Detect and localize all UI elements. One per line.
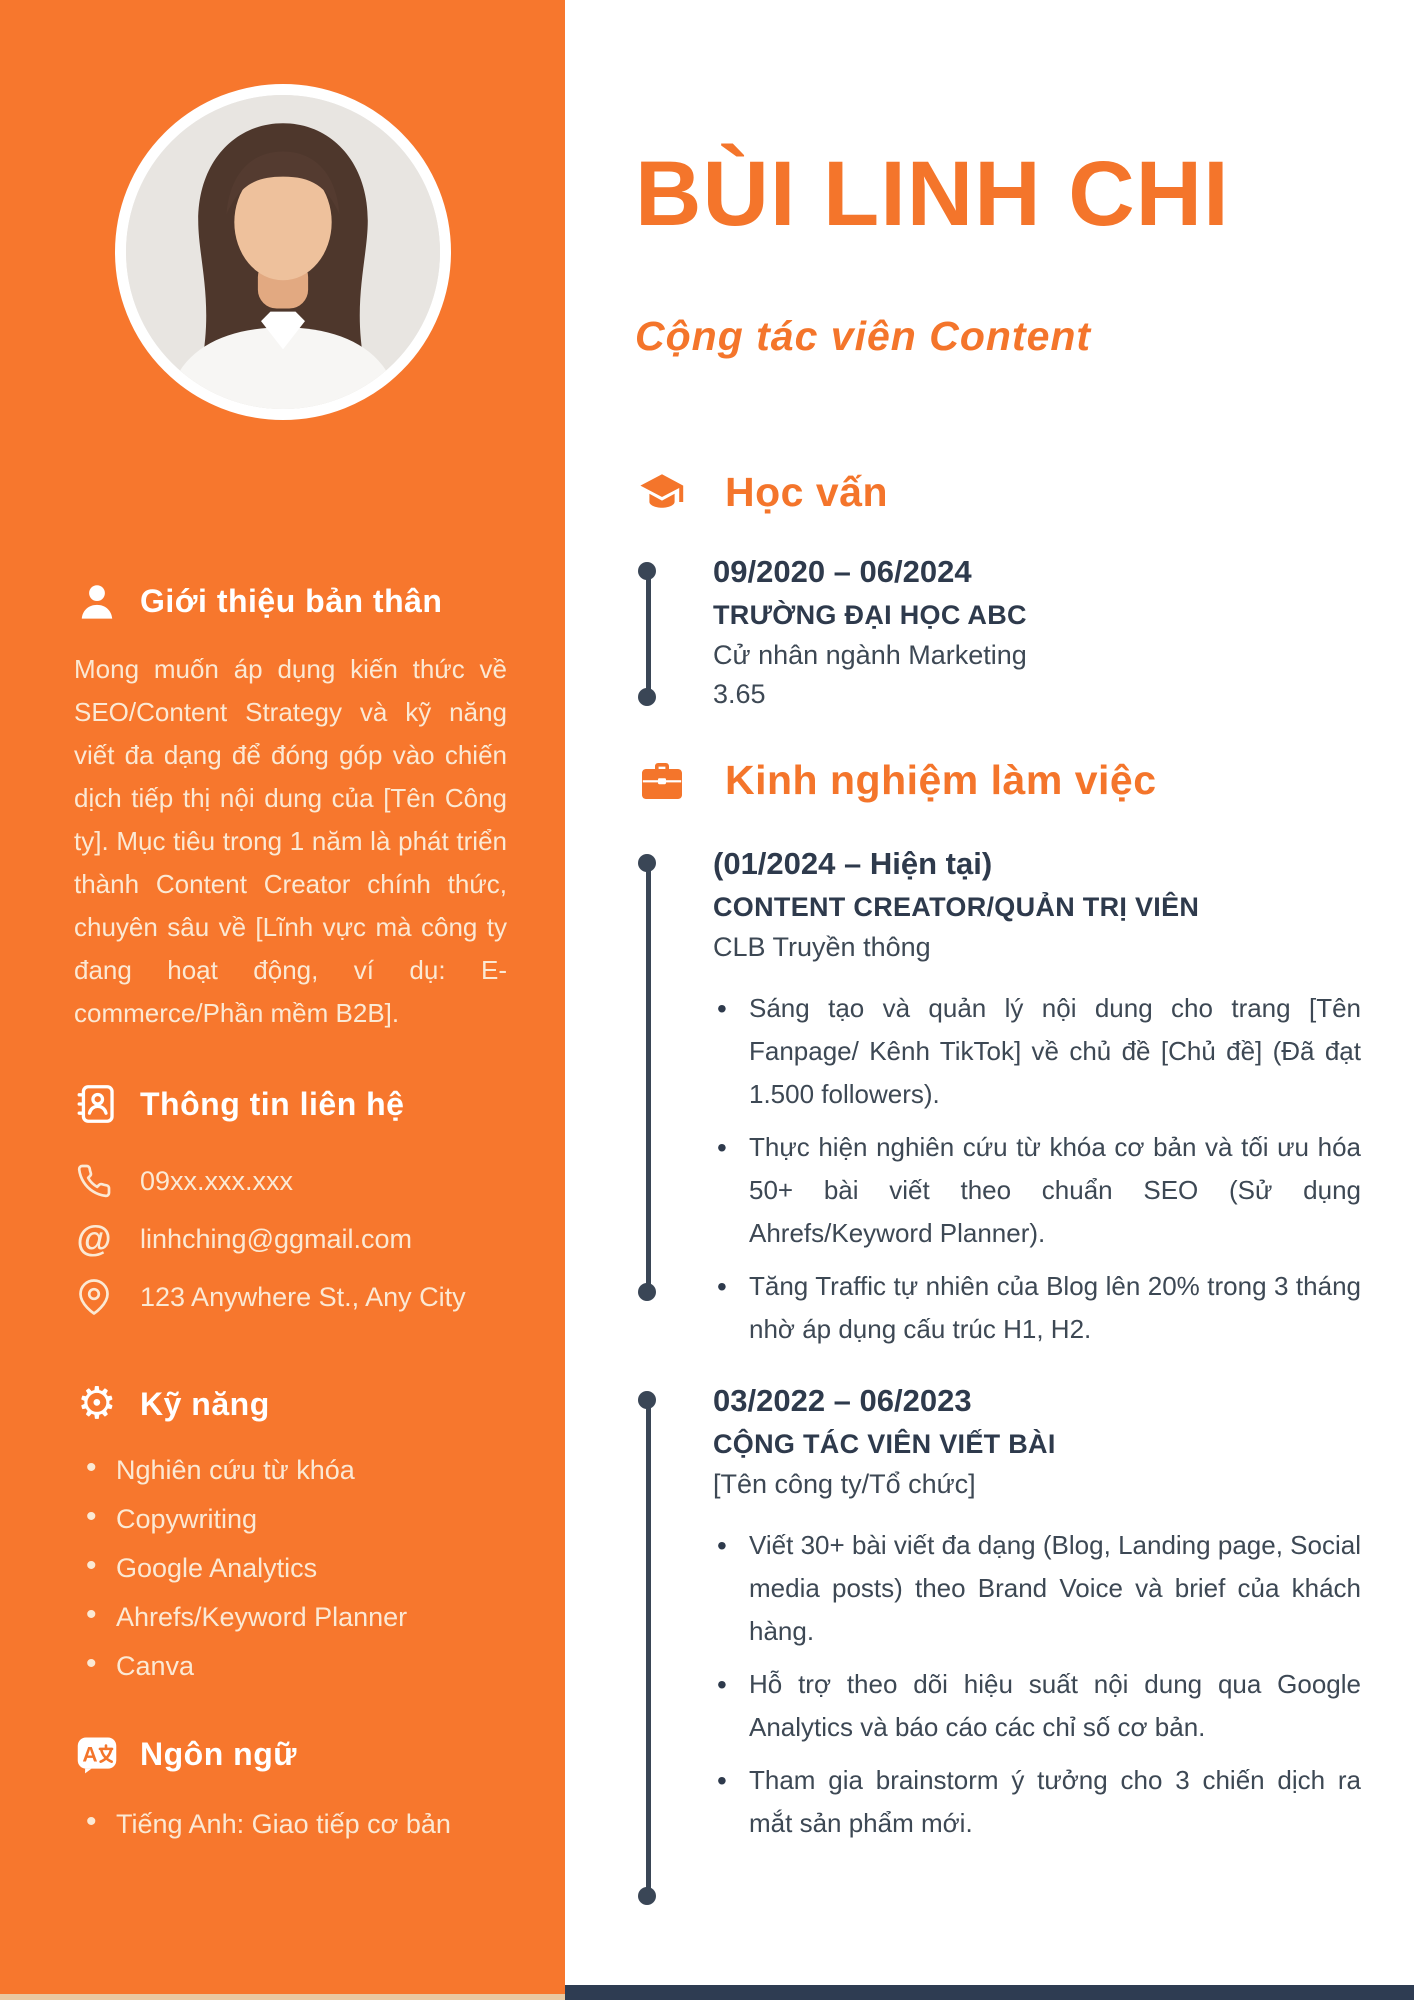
timeline-line (646, 574, 651, 698)
sidebar-content (0, 578, 565, 1839)
languages-list (74, 1809, 507, 1839)
phone-icon (74, 1161, 114, 1201)
skills-heading-row (74, 1381, 507, 1427)
experience-org: CLB Truyền thông (713, 931, 931, 962)
job-title: Cộng tác viên Content (635, 312, 1092, 359)
location-pin-icon (74, 1277, 114, 1317)
footer-navy-strip (565, 1985, 1414, 2000)
about-text: Mong muốn áp dụng kiến thức về SEO/Content Strategy và kỹ năng viết đa dạng để đóng góp vào chiến dịch tiếp thị nội dung của [Tên Công ty]. Mục tiêu trong 1 năm là phát triển thành Content Creator chính thức, chuyên sâu về [Lĩnh vực mà công ty đang hoạt động, ví dụ: E-commerce/Phần mềm B2B]. (74, 654, 507, 1028)
experience-bullets (713, 987, 1361, 1351)
experience-bullet: • Thực hiện nghiên cứu từ khóa cơ bản và tối ưu hóa 50+ bài viết theo chuẩn SEO (Sử dụng Ahrefs/Keyword Planner). (713, 1126, 1361, 1255)
languages-heading: Ngôn ngữ (140, 1735, 297, 1772)
email-value: linhching@ggmail.com (140, 1223, 413, 1254)
education-period: 09/2020 – 06/2024 (713, 553, 972, 589)
translate-icon (74, 1731, 120, 1777)
skills-heading: Kỹ năng (140, 1385, 270, 1422)
timeline-dot (638, 1887, 656, 1905)
timeline-line (646, 1403, 651, 1897)
experience-bullet: • Hỗ trợ theo dõi hiệu suất nội dung qua Google Analytics và báo cáo các chỉ số cơ bản. (713, 1663, 1361, 1749)
candidate-name: BÙI LINH CHI (635, 143, 1230, 245)
skill-item: • Google Analytics (74, 1553, 507, 1583)
briefcase-icon (635, 756, 689, 806)
education-gpa: 3.65 (713, 678, 766, 709)
experience-org: [Tên công ty/Tổ chức] (713, 1468, 976, 1499)
skill-item: • Ahrefs/Keyword Planner (74, 1602, 507, 1632)
education-heading: Học vấn (725, 469, 888, 516)
experience-role: CỘNG TÁC VIÊN VIẾT BÀI (713, 1428, 1056, 1459)
education-section (635, 468, 1378, 714)
timeline-line (646, 866, 651, 1293)
svg-text:A: A (82, 1743, 99, 1767)
experience-bullets (713, 1524, 1361, 1845)
experience-bullet: • Viết 30+ bài viết đa dạng (Blog, Landing page, Social media posts) theo Brand Voice và brief của khách hàng. (713, 1524, 1361, 1653)
skills-section (74, 1381, 507, 1681)
contact-heading-row (74, 1081, 507, 1127)
about-heading-row (74, 578, 507, 624)
contact-rows (74, 1161, 507, 1317)
experience-heading-row (635, 756, 1378, 806)
at-icon: @ (76, 1218, 112, 1259)
contact-address-row (74, 1277, 507, 1317)
education-degree: Cử nhân ngành Marketing (713, 639, 1027, 670)
skill-item: • Copywriting (74, 1504, 507, 1534)
experience-role: CONTENT CREATOR/QUẢN TRỊ VIÊN (713, 891, 1200, 922)
experience-period: 03/2022 – 06/2023 (713, 1382, 972, 1418)
graduation-cap-icon (635, 468, 689, 518)
language-item: • Tiếng Anh: Giao tiếp cơ bản (74, 1809, 507, 1839)
contact-book-icon (74, 1081, 120, 1127)
skill-item: • Nghiên cứu từ khóa (74, 1455, 507, 1485)
experience-bullet: • Tham gia brainstorm ý tưởng cho 3 chiến dịch ra mắt sản phẩm mới. (713, 1759, 1361, 1845)
main-content (565, 0, 1414, 2000)
skills-list (74, 1455, 507, 1681)
experience-section (635, 756, 1378, 1913)
skill-item: • Canva (74, 1651, 507, 1681)
person-icon (74, 578, 120, 624)
contact-phone-row (74, 1161, 507, 1201)
footer-tan-strip (0, 1994, 565, 2000)
timeline-dot (638, 688, 656, 706)
experience-bullet: • Sáng tạo và quản lý nội dung cho trang [Tên Fanpage/ Kênh TikTok] về chủ đề [Chủ đề] (Đã đạt 1.500 followers). (713, 987, 1361, 1116)
about-heading: Giới thiệu bản thân (140, 582, 443, 619)
about-section (74, 578, 507, 1035)
contact-email-row (74, 1219, 507, 1259)
address-value: 123 Anywhere St., Any City (140, 1281, 466, 1312)
education-school: TRƯỜNG ĐẠI HỌC ABC (713, 599, 1027, 630)
education-heading-row (635, 468, 1378, 518)
experience-entry (635, 1383, 1378, 1913)
languages-heading-row (74, 1731, 507, 1777)
experience-bullet: • Tăng Traffic tự nhiên của Blog lên 20% trong 3 tháng nhờ áp dụng cấu trúc H1, H2. (713, 1265, 1361, 1351)
profile-photo (115, 84, 451, 420)
contact-section (74, 1081, 507, 1317)
contact-heading: Thông tin liên hệ (140, 1085, 405, 1122)
experience-entry (635, 846, 1378, 1369)
timeline-dot (638, 1283, 656, 1301)
gear-icon: ⚙ (77, 1379, 117, 1428)
portrait-illustration (126, 95, 440, 409)
experience-heading: Kinh nghiệm làm việc (725, 757, 1157, 804)
languages-section (74, 1731, 507, 1839)
experience-period: (01/2024 – Hiện tại) (713, 845, 993, 881)
sidebar (0, 0, 565, 2000)
phone-value: 09xx.xxx.xxx (140, 1165, 294, 1196)
education-entry (635, 554, 1378, 714)
